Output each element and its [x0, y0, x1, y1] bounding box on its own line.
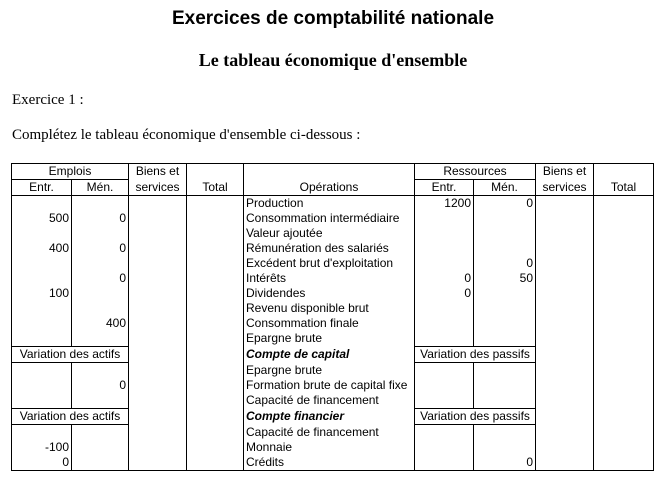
operation-label: Rémunération des salariés — [244, 241, 415, 256]
tableau-economique-ensemble — [11, 163, 654, 471]
ressources-header: Ressources — [415, 164, 536, 180]
variation-passifs-label: Variation des passifs — [415, 409, 536, 425]
table-row: 400 0 Rémunération des salariés — [12, 241, 654, 256]
table-row: 400 Consommation finale — [12, 316, 654, 331]
emplois-entr-header: Entr. — [12, 180, 72, 196]
table-row — [12, 393, 654, 409]
compte-financier-heading: Compte financier — [244, 409, 415, 425]
total-right-header: Total — [594, 180, 654, 196]
table-row: 500 0 Consommation intermédiaire — [12, 211, 654, 226]
financial-account-header-row — [12, 409, 654, 425]
page-title: Exercices de comptabilité nationale — [171, 8, 495, 29]
operations-header: Opérations — [244, 180, 415, 196]
variation-actifs-label: Variation des actifs — [12, 409, 129, 425]
operation-label: Capacité de financement — [244, 425, 415, 441]
header-row-2 — [12, 180, 654, 196]
operation-label: Monnaie — [244, 440, 415, 455]
operation-label: Dividendes — [244, 286, 415, 301]
operation-label: Consommation intermédiaire — [244, 211, 415, 226]
page-subtitle: Le tableau économique d'ensemble — [198, 50, 468, 70]
operation-label: Revenu disponible brut — [244, 301, 415, 316]
table-row: 100 Dividendes 0 — [12, 286, 654, 301]
operation-label: Formation brute de capital fixe — [244, 378, 415, 393]
table-row — [12, 226, 654, 241]
operation-label: Consommation finale — [244, 316, 415, 331]
operation-label: Epargne brute — [244, 363, 415, 379]
biens-services-left-line2: services — [129, 180, 187, 196]
table-row — [12, 425, 654, 441]
table-row: 0 Crédits 0 — [12, 455, 654, 471]
table-row — [12, 301, 654, 316]
operation-label: Intérêts — [244, 271, 415, 286]
table-row: 0 Intérêts 0 50 — [12, 271, 654, 286]
operation-label: Capacité de financement — [244, 393, 415, 409]
variation-passifs-label: Variation des passifs — [415, 347, 536, 363]
operation-label: Epargne brute — [244, 331, 415, 347]
exercise-label: Exercice 1 : — [12, 92, 84, 108]
variation-actifs-label: Variation des actifs — [12, 347, 129, 363]
operation-label: Crédits — [244, 455, 415, 471]
table-row: Production 1200 0 — [12, 196, 654, 212]
biens-services-right-line2: services — [536, 180, 594, 196]
biens-services-right-line1: Biens et — [536, 164, 594, 180]
operation-label: Excédent brut d'exploitation — [244, 256, 415, 271]
biens-services-left-line1: Biens et — [129, 164, 187, 180]
emplois-header: Emplois — [12, 164, 129, 180]
capital-account-header-row — [12, 347, 654, 363]
operation-label: Valeur ajoutée — [244, 226, 415, 241]
header-row-1 — [12, 164, 654, 180]
ressources-men-header: Mén. — [474, 180, 536, 196]
table-row — [12, 331, 654, 347]
instruction-text: Complétez le tableau économique d'ensemble ci-dessous : — [12, 127, 361, 143]
emplois-men-header: Mén. — [72, 180, 129, 196]
table-row: -100 Monnaie — [12, 440, 654, 455]
table-row: Excédent brut d'exploitation 0 — [12, 256, 654, 271]
compte-capital-heading: Compte de capital — [244, 347, 415, 363]
ressources-entr-header: Entr. — [415, 180, 474, 196]
total-left-header: Total — [187, 180, 244, 196]
operation-label: Production — [244, 196, 415, 212]
table-row: 0 Formation brute de capital fixe — [12, 378, 654, 393]
table-row — [12, 363, 654, 379]
